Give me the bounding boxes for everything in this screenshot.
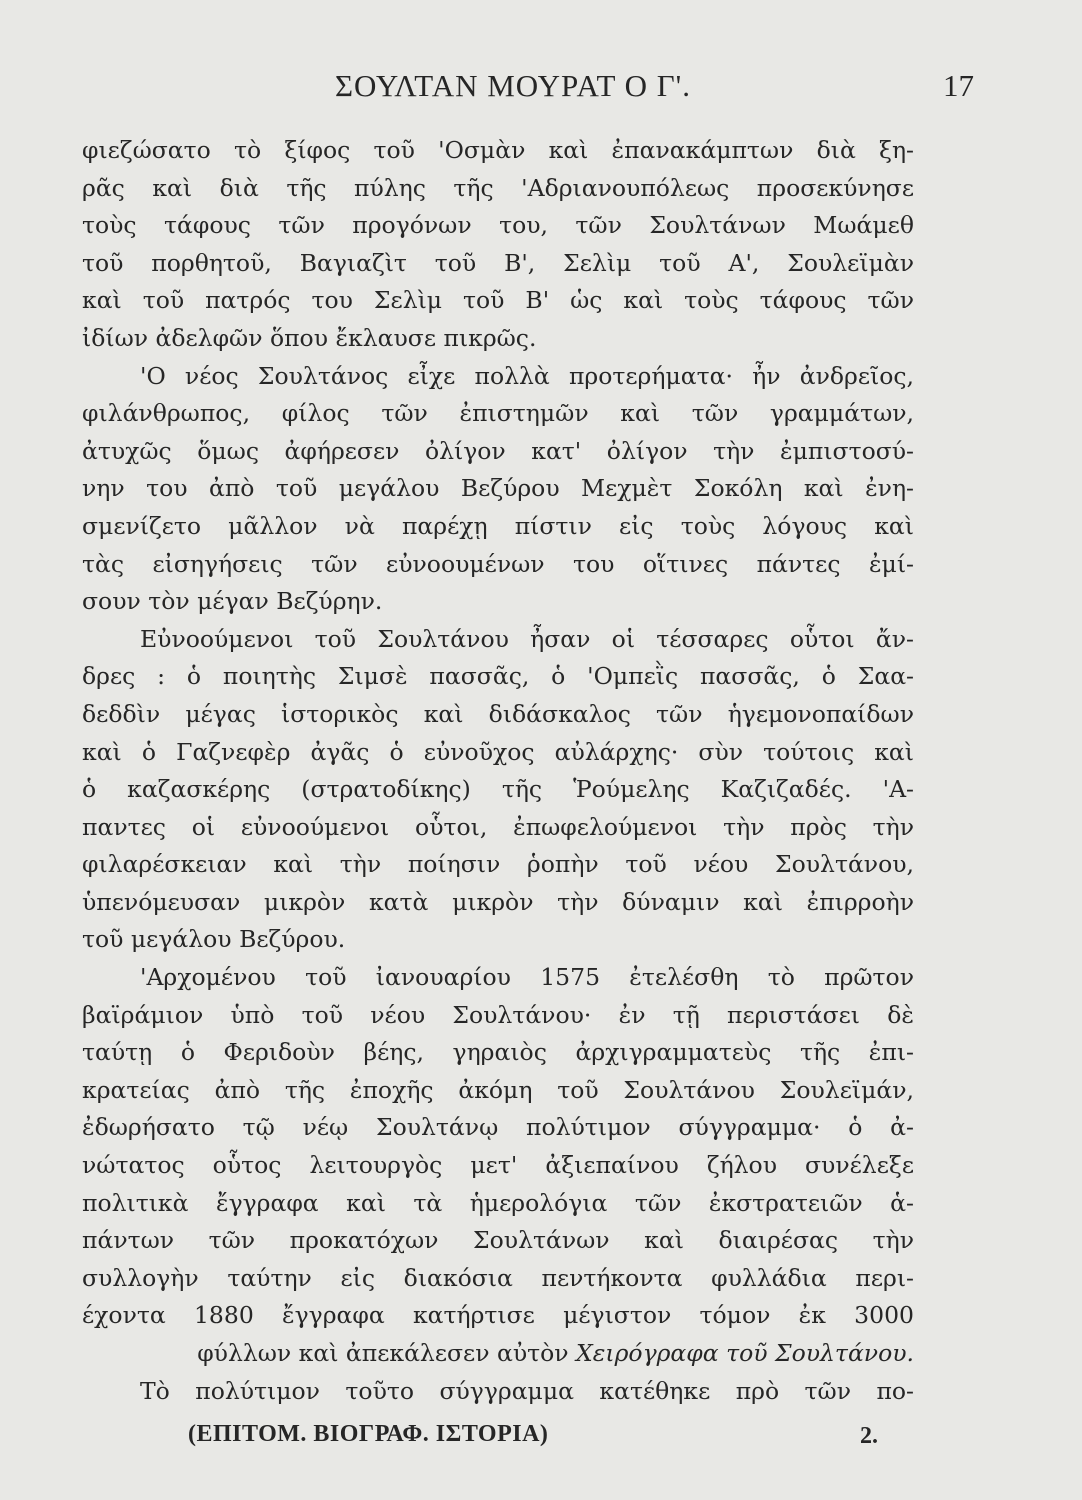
text-line-content: 'Αρχομένου τοῦ ἰανουαρίου 1575 ἐτελέσθη τὸ πρῶτον [140, 963, 914, 992]
text-line [82, 282, 914, 320]
text-line-content: δρες : ὁ ποιητὴς Σιμσὲ πασσᾶς, ὁ 'Ομπεῒς πασσᾶς, ὁ Σαα- [82, 662, 914, 691]
text-line-content: σουν τὸν μέγαν Βεζύρην. [82, 587, 383, 616]
text-line [82, 320, 914, 358]
text-line-content: συλλογὴν ταύτην εἰς διακόσια πεντήκοντα φυλλάδια περι- [82, 1263, 914, 1292]
text-line [82, 658, 914, 696]
text-line [82, 132, 914, 170]
text-line [82, 1373, 914, 1411]
text-line-content: τοῦ μεγάλου Βεζύρου. [82, 925, 346, 954]
text-line-content: ρᾶς καὶ διὰ τῆς πύλης τῆς 'Αδριανουπόλεως προσεκύνησε [82, 173, 914, 202]
text-line [82, 846, 914, 884]
text-line-content: φιεζώσατο τὸ ξίφος τοῦ 'Οσμὰν καὶ ἐπανακάμπτων διὰ ξη- [82, 136, 914, 164]
footer-signature: (ΕΠΙΤΟΜ. ΒΙΟΓΡΑΦ. ΙΣΤΟΡΙΑ) [188, 1421, 549, 1447]
italic-title: Χειρόγραφα τοῦ Σουλτάνου. [576, 1339, 914, 1367]
text-line [82, 1222, 914, 1260]
page-footer [188, 1421, 878, 1457]
text-line [82, 583, 914, 621]
text-line [82, 508, 914, 546]
text-line [82, 546, 914, 584]
text-line-content: πάντων τῶν προκατόχων Σουλτάνων καὶ διαιρέσας τὴν [82, 1226, 914, 1255]
text-line-content: πολιτικὰ ἔγγραφα καὶ τὰ ἡμερολόγια τῶν ἐκστρατειῶν ἁ- [82, 1188, 914, 1217]
text-line [82, 959, 914, 997]
text-line [82, 1034, 914, 1072]
text-line-content: κρατείας ἀπὸ τῆς ἐποχῆς ἀκόμη τοῦ Σουλτάνου Σουλεϊμάν, [82, 1075, 914, 1104]
text-line [82, 734, 914, 772]
text-line [82, 433, 914, 471]
text-line [82, 170, 914, 208]
text-line-content: σμενίζετο μᾶλλον νὰ παρέχῃ πίστιν εἰς τοὺς λόγους καὶ [82, 511, 914, 540]
text-line [82, 1185, 914, 1223]
text-line [82, 207, 914, 245]
text-line [82, 884, 914, 922]
text-line [82, 1109, 914, 1147]
running-head [100, 68, 980, 112]
text-line-content: Εὐνοούμενοι τοῦ Σουλτάνου ἦσαν οἱ τέσσαρες οὗτοι ἄν- [140, 624, 914, 653]
text-line [82, 621, 914, 659]
text-line-content: φιλαρέσκειαν καὶ τὴν ποίησιν ῥοπὴν τοῦ νέου Σουλτάνου, [82, 850, 914, 879]
text-line [82, 997, 914, 1035]
text-line-content: 'Ο νέος Σουλτάνος εἶχε πολλὰ προτερήματα· ἦν ἀνδρεῖος, [140, 361, 914, 390]
text-line-content: ἐδωρήσατο τῷ νέῳ Σουλτάνῳ πολύτιμον σύγγραμμα· ὁ ἀ- [82, 1113, 914, 1142]
text-line-content: ταύτῃ ὁ Φεριδοὺν βέης, γηραιὸς ἀρχιγραμματεὺς τῆς ἐπι- [82, 1038, 914, 1067]
text-line [82, 395, 914, 433]
text-line-content: ὁ καζασκέρης (στρατοδίκης) τῆς Ῥούμελης Καζιζαδές. 'Α- [82, 775, 914, 804]
body-text [82, 132, 914, 1410]
text-line-content: τοὺς τάφους τῶν προγόνων του, τῶν Σουλτάνων Μωάμεθ [82, 211, 914, 240]
text-line-content: ἀτυχῶς ὅμως ἀφήρεσεν ὀλίγον κατ' ὀλίγον τὴν ἐμπιστοσύ- [82, 436, 914, 465]
text-line [82, 921, 914, 959]
text-line [82, 1072, 914, 1110]
text-line-content: καὶ τοῦ πατρός του Σελὶμ τοῦ Β' ὡς καὶ τοὺς τάφους τῶν [82, 286, 914, 315]
text-line [82, 1335, 914, 1373]
text-line-content: βαϊράμιον ὑπὸ τοῦ νέου Σουλτάνου· ἐν τῇ περιστάσει δὲ [82, 1000, 914, 1029]
text-line-content: τοῦ πορθητοῦ, Βαγιαζὶτ τοῦ Β', Σελὶμ τοῦ Α', Σουλεϊμὰν [82, 248, 914, 277]
text-line-content: φύλλων καὶ ἀπεκάλεσεν αὐτὸν [197, 1339, 577, 1367]
text-line [82, 358, 914, 396]
text-line [82, 1297, 914, 1335]
text-line-content: νώτατος οὗτος λειτουργὸς μετ' ἀξιεπαίνου ζήλου συνέλεξε [82, 1151, 914, 1180]
text-line-content: φιλάνθρωπος, φίλος τῶν ἐπιστημῶν καὶ τῶν γραμμάτων, [82, 399, 914, 428]
text-line [82, 1147, 914, 1185]
sheet-mark: 2. [860, 1423, 878, 1449]
page-number: 17 [943, 68, 974, 103]
text-line-content: Τὸ πολύτιμον τοῦτο σύγγραμμα κατέθηκε πρὸ τῶν πο- [140, 1376, 914, 1405]
text-line-content: ὑπενόμευσαν μικρὸν κατὰ μικρὸν τὴν δύναμιν καὶ ἐπιρροὴν [82, 887, 914, 916]
text-line-content: νην του ἀπὸ τοῦ μεγάλου Βεζύρου Μεχμὲτ Σοκόλη καὶ ἐνη- [82, 474, 914, 503]
text-line [82, 1260, 914, 1298]
text-line-content: ἰδίων ἀδελφῶν ὅπου ἔκλαυσε πικρῶς. [82, 323, 537, 352]
text-line-content: καὶ ὁ Γαζνεφὲρ ἀγᾶς ὁ εὐνοῦχος αὐλάρχης· σὺν τούτοις καὶ [82, 737, 914, 766]
text-line-content: έχοντα 1880 ἔγγραφα κατήρτισε μέγιστον τόμον ἐκ 3000 [82, 1301, 914, 1330]
text-line [82, 771, 914, 809]
text-line [82, 809, 914, 847]
running-title: ΣΟΥΛΤΑΝ ΜΟΥΡΑΤ Ο Γ'. [335, 68, 691, 103]
text-line-content: τὰς εἰσηγήσεις τῶν εὐνοουμένων του οἵτινες πάντες ἐμί- [82, 549, 914, 578]
text-line [82, 470, 914, 508]
text-line-content: παντες οἱ εὐνοούμενοι οὗτοι, ἐπωφελούμενοι τὴν πρὸς τὴν [82, 812, 914, 841]
text-line-content: δεδδὶν μέγας ἱστορικὸς καὶ διδάσκαλος τῶν ἡγεμονοπαίδων [82, 699, 914, 728]
text-line [82, 245, 914, 283]
text-line [82, 696, 914, 734]
